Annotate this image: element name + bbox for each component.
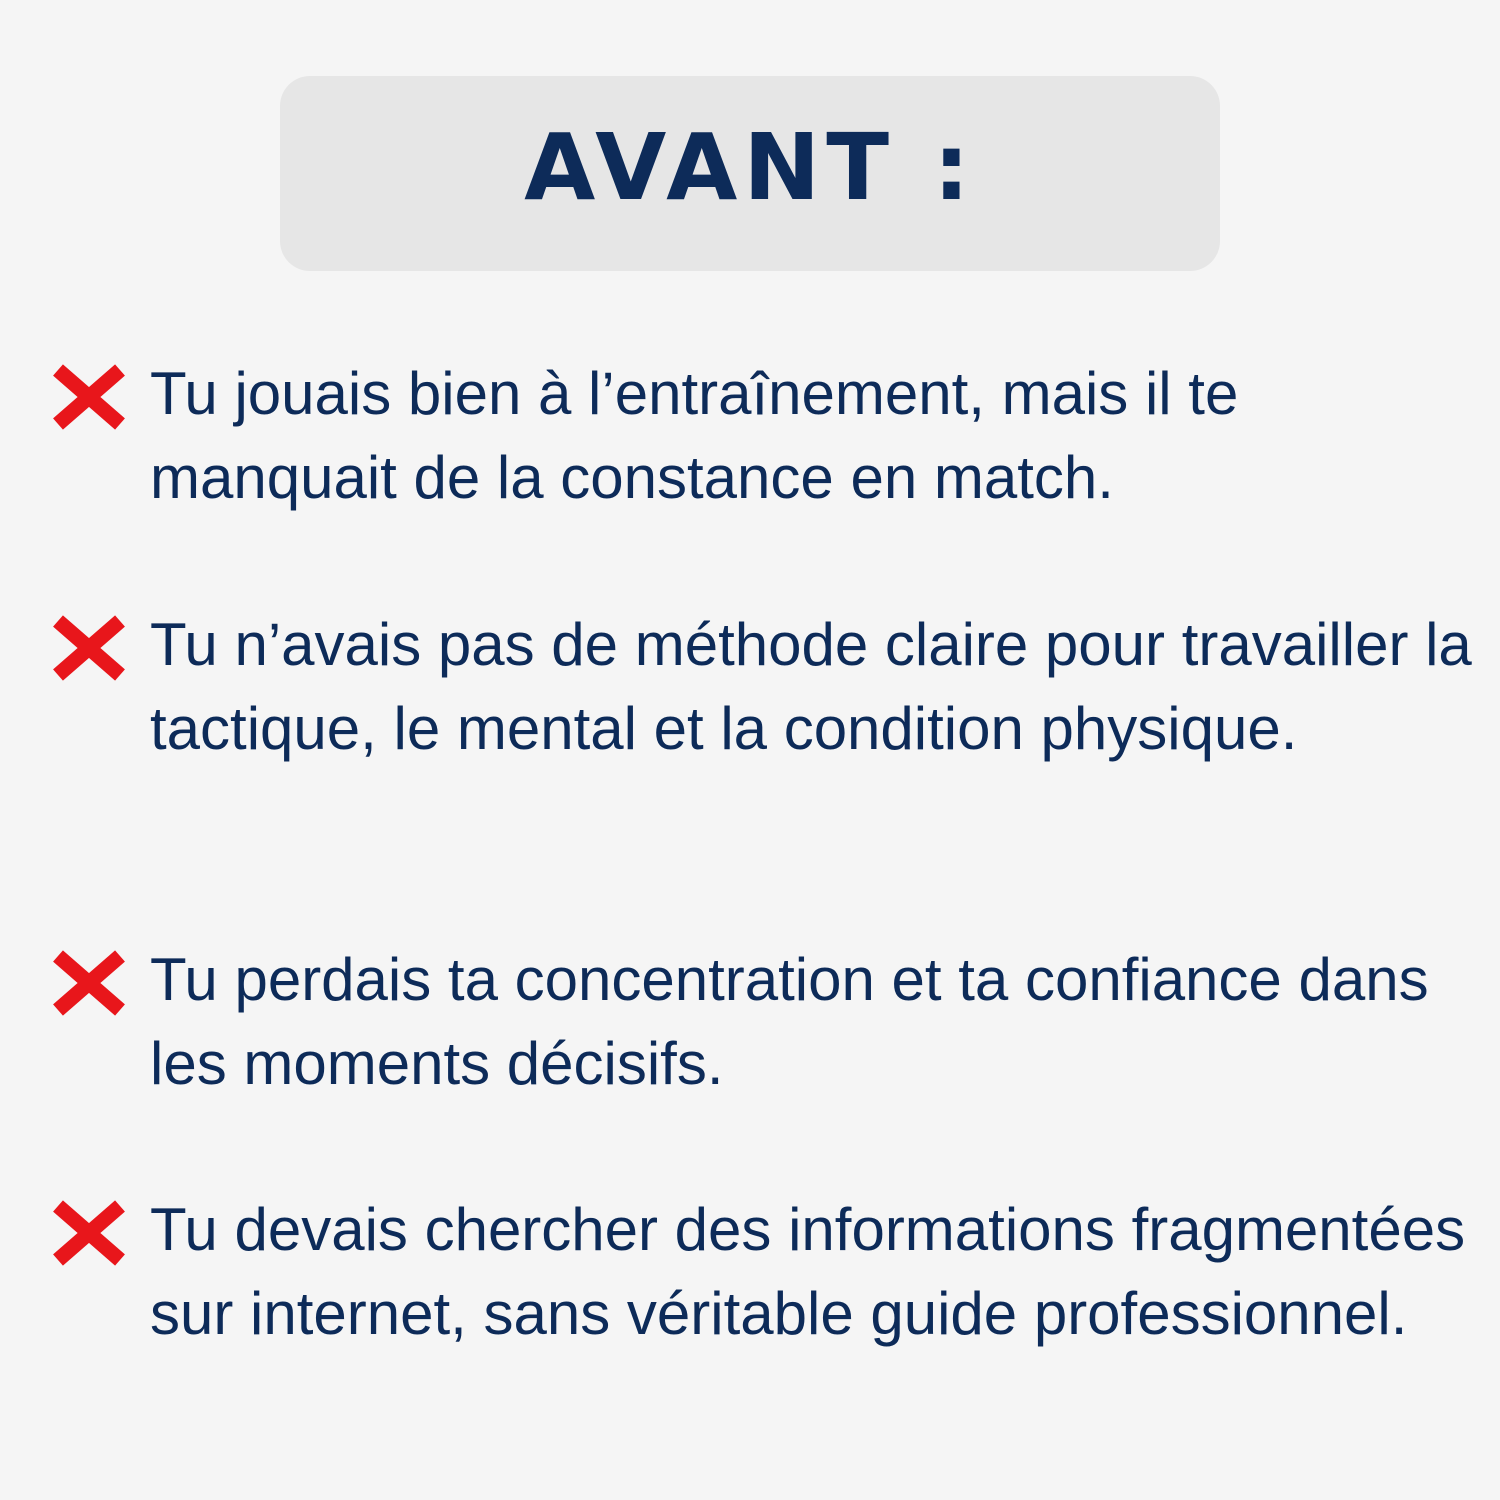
- cross-mark-icon: [50, 948, 128, 1018]
- list-item-text: Tu devais chercher des informations fragmentées sur internet, sans véritable guide professionnel.: [150, 1196, 1466, 1347]
- cross-mark-icon: [50, 1198, 128, 1268]
- title-banner: [280, 76, 1220, 271]
- cross-mark-icon: [50, 613, 128, 683]
- list-item-text: Tu n’avais pas de méthode claire pour travailler la tactique, le mental et la condition physique.: [150, 611, 1472, 762]
- list-item-text: Tu jouais bien à l’entraînement, mais il te manquait de la constance en match.: [150, 360, 1239, 511]
- list-item-text: Tu perdais ta concentration et ta confiance dans les moments décisifs.: [150, 946, 1429, 1097]
- cross-mark-icon: [50, 362, 128, 432]
- page-title: AVANT :: [524, 113, 976, 221]
